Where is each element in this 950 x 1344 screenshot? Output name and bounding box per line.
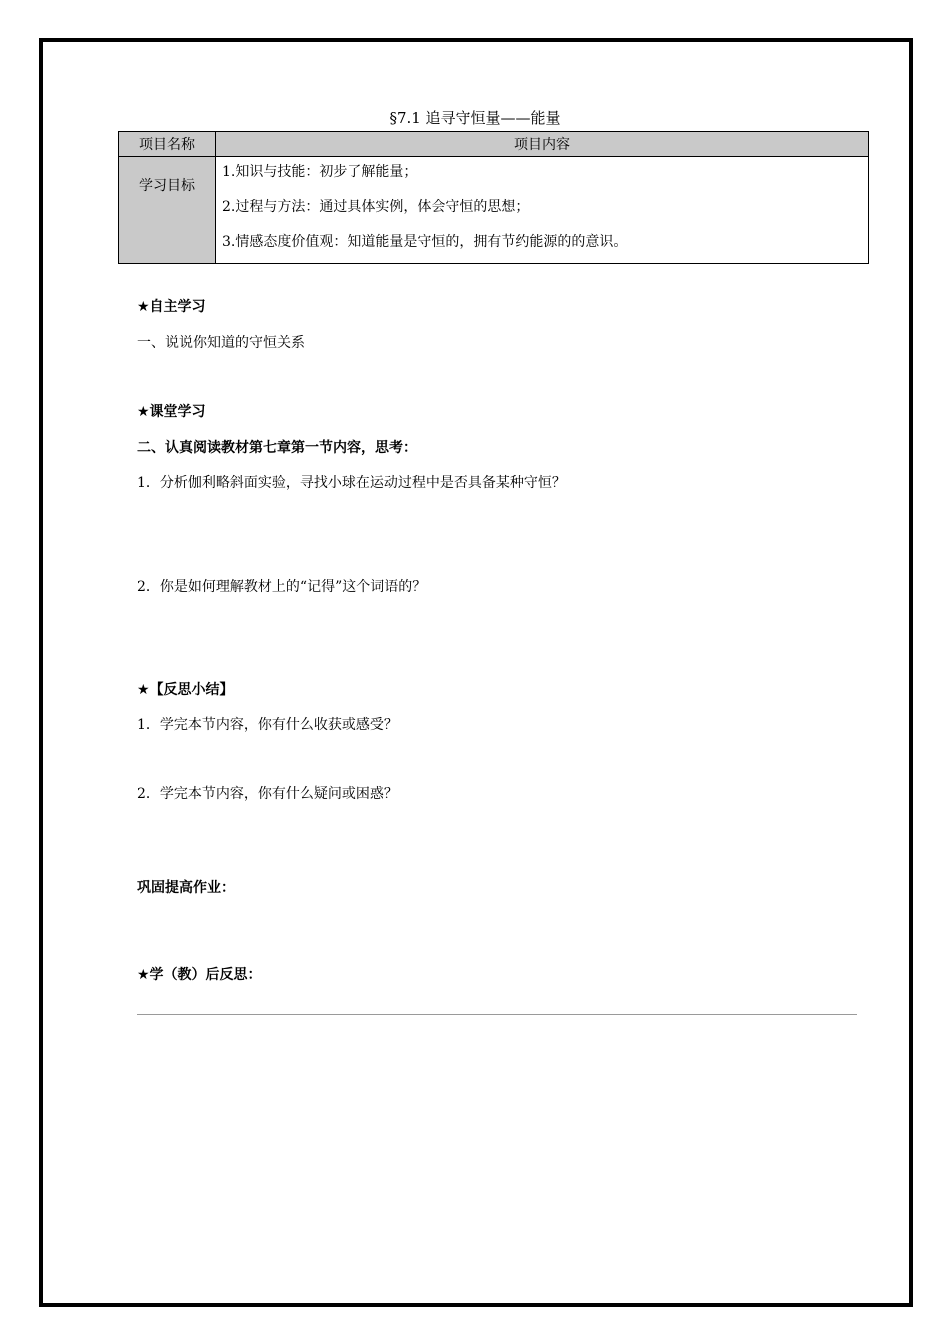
goals-cell [216, 157, 869, 264]
answer-line [137, 1014, 857, 1015]
table-row [119, 157, 869, 264]
class-study-question-1: 1．分析伽利略斜面实验，寻找小球在运动过程中是否具备某种守恒？ [137, 475, 566, 491]
goal-line: 3.情感态度价值观：知道能量是守恒的，拥有节约能源的的意识。 [222, 234, 628, 250]
self-study-heading: ★自主学习 [137, 299, 206, 315]
reflection-question-1: 1．学完本节内容，你有什么收获或感受？ [137, 717, 398, 733]
reflection-heading: ★【反思小结】 [137, 682, 234, 698]
self-study-question: 一、说说你知道的守恒关系 [137, 335, 305, 351]
reflection-question-2: 2．学完本节内容，你有什么疑问或困惑？ [137, 786, 398, 802]
goal-line: 1.知识与技能：初步了解能量； [222, 164, 418, 180]
page-title: §7.1 追寻守恒量——能量 [389, 109, 561, 127]
class-study-question-2: 2．你是如何理解教材上的“记得”这个词语的？ [137, 579, 427, 595]
goal-line: 2.过程与方法：通过具体实例，体会守恒的思想； [222, 199, 530, 215]
row-name-cell: 学习目标 [119, 157, 216, 264]
class-study-subheading: 二、认真阅读教材第七章第一节内容，思考： [137, 440, 417, 456]
table-header-row [119, 132, 869, 157]
header-name-cell: 项目名称 [119, 132, 216, 157]
header-content-cell: 项目内容 [216, 132, 869, 157]
learning-goals-table [118, 131, 869, 264]
class-study-heading: ★课堂学习 [137, 404, 206, 420]
homework-heading: 巩固提高作业： [137, 880, 235, 896]
after-reflection-heading: ★学（教）后反思： [137, 967, 262, 983]
